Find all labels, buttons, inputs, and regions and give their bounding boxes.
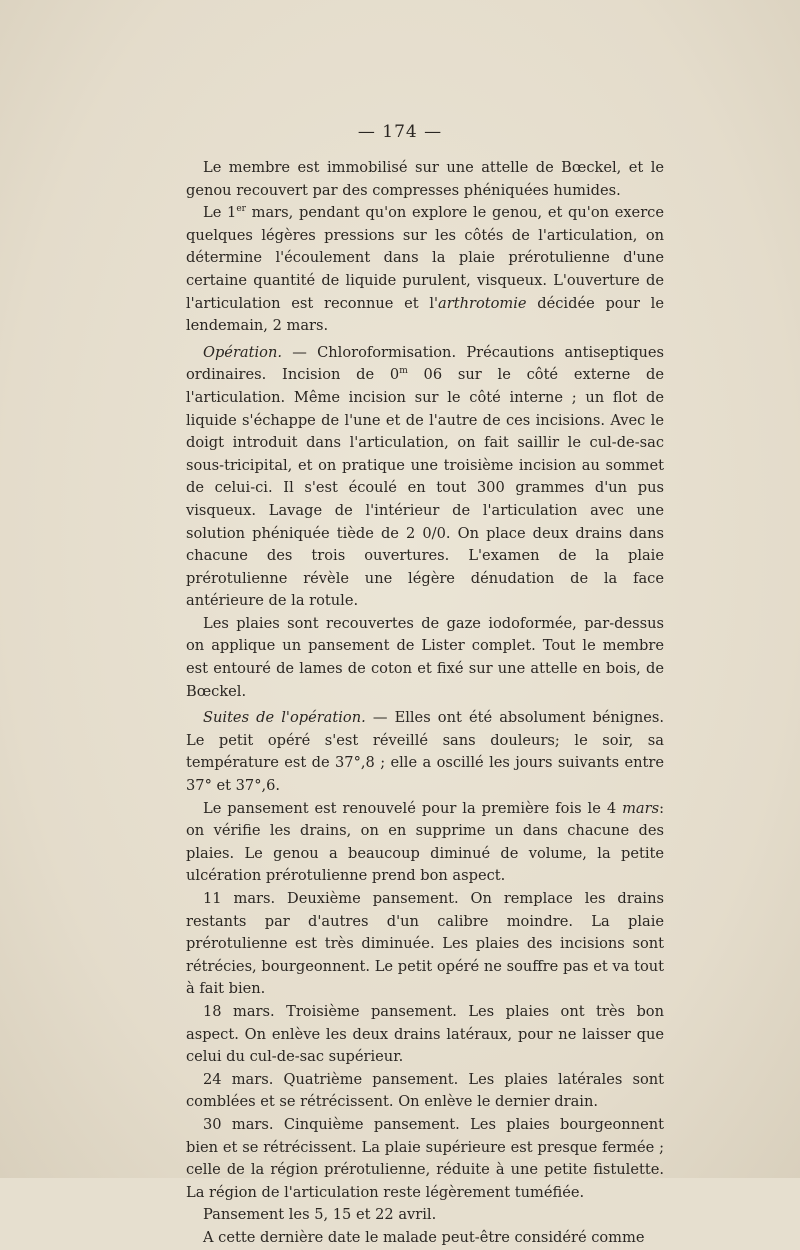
paragraph: Le membre est immobilisé sur une attelle de Bœckel, et le genou recouvert par des compresses phéniquées humides. xyxy=(186,159,664,199)
paragraph: Le pansement est renouvelé pour la première fois le 4 mars: on vérifie les drains, on en supprime un dans chacune des plaies. Le genou a beaucoup diminué de volume, la petite ulcération prérotulienne prend bon aspect. xyxy=(186,799,664,885)
page-number: — 174 — xyxy=(357,122,443,142)
paragraph: 30 mars. Cinquième pansement. Les plaies bourgeonnent bien et se rétrécissent. La plaie supérieure est presque fermée ; celle de la région prérotulienne, réduite à une petite fistulette. La région de l'articulation reste légèrement tuméfiée. xyxy=(186,1115,664,1201)
paragraph: Le 1er mars, pendant qu'on explore le genou, et qu'on exerce quelques légères pressions sur les côtés de l'articulation, on détermine l'écoulement dans la plaie prérotulienne d'une certaine quantité de liquide purulent, visqueux. L'ouverture de l'articulation est reconnue et l'arthrotomie décidée pour le lendemain, 2 mars. xyxy=(186,204,664,335)
paragraph: Les plaies sont recouvertes de gaze iodoformée, par-dessus on applique un pansement de Lister complet. Tout le membre est entouré de lames de coton et fixé sur une attelle en bois, de Bœckel. xyxy=(186,614,664,700)
body-text xyxy=(186,157,664,1250)
paragraph: 11 mars. Deuxième pansement. On remplace les drains restants par d'autres d'un calibre moindre. La plaie prérotulienne est très diminuée. Les plaies des incisions sont rétrécies, bourgeonnent. Le petit opéré ne souffre pas et va tout à fait bien. xyxy=(186,890,664,998)
paragraph: A cette dernière date le malade peut-être considéré comme xyxy=(203,1228,645,1246)
paragraph: Suites de l'opération. — Elles ont été absolument bénignes. Le petit opéré s'est réveillé sans douleurs; le soir, sa température est de 37°,8 ; elle a oscillé les jours suivants entre 37° et 37°,6. xyxy=(186,709,664,795)
paragraph: Pansement les 5, 15 et 22 avril. xyxy=(203,1206,437,1224)
paragraph: 24 mars. Quatrième pansement. Les plaies latérales sont comblées et se rétrécissent. On enlève le dernier drain. xyxy=(186,1070,664,1111)
paragraph: Opération. — Chloroformisation. Précautions antiseptiques ordinaires. Incision de 0$^m$ 06 sur le côté externe de l'articulation. Même incision sur le côté interne ; un flot de liquide s'échappe de l'une et de l'autre de ces incisions. Avec le doigt introduit dans l'articulation, on fait saillir le cul-de-sac sous-tricipital, et on pratique une troisième incision au sommet de celui-ci. Il s'est écoulé en tout 300 grammes d'un pus visqueux. Lavage de l'intérieur de l'articulation avec une solution phéniquée tiède de 2 0/0. On place deux drains dans chacune des trois ouvertures. L'examen de la plaie prérotulienne révèle une légère dénudation de la face antérieure de la rotule. xyxy=(186,343,664,610)
paragraph: 18 mars. Troisième pansement. Les plaies ont très bon aspect. On enlève les deux drains latéraux, pour ne laisser que celui du cul-de-sac supérieur. xyxy=(186,1002,664,1066)
